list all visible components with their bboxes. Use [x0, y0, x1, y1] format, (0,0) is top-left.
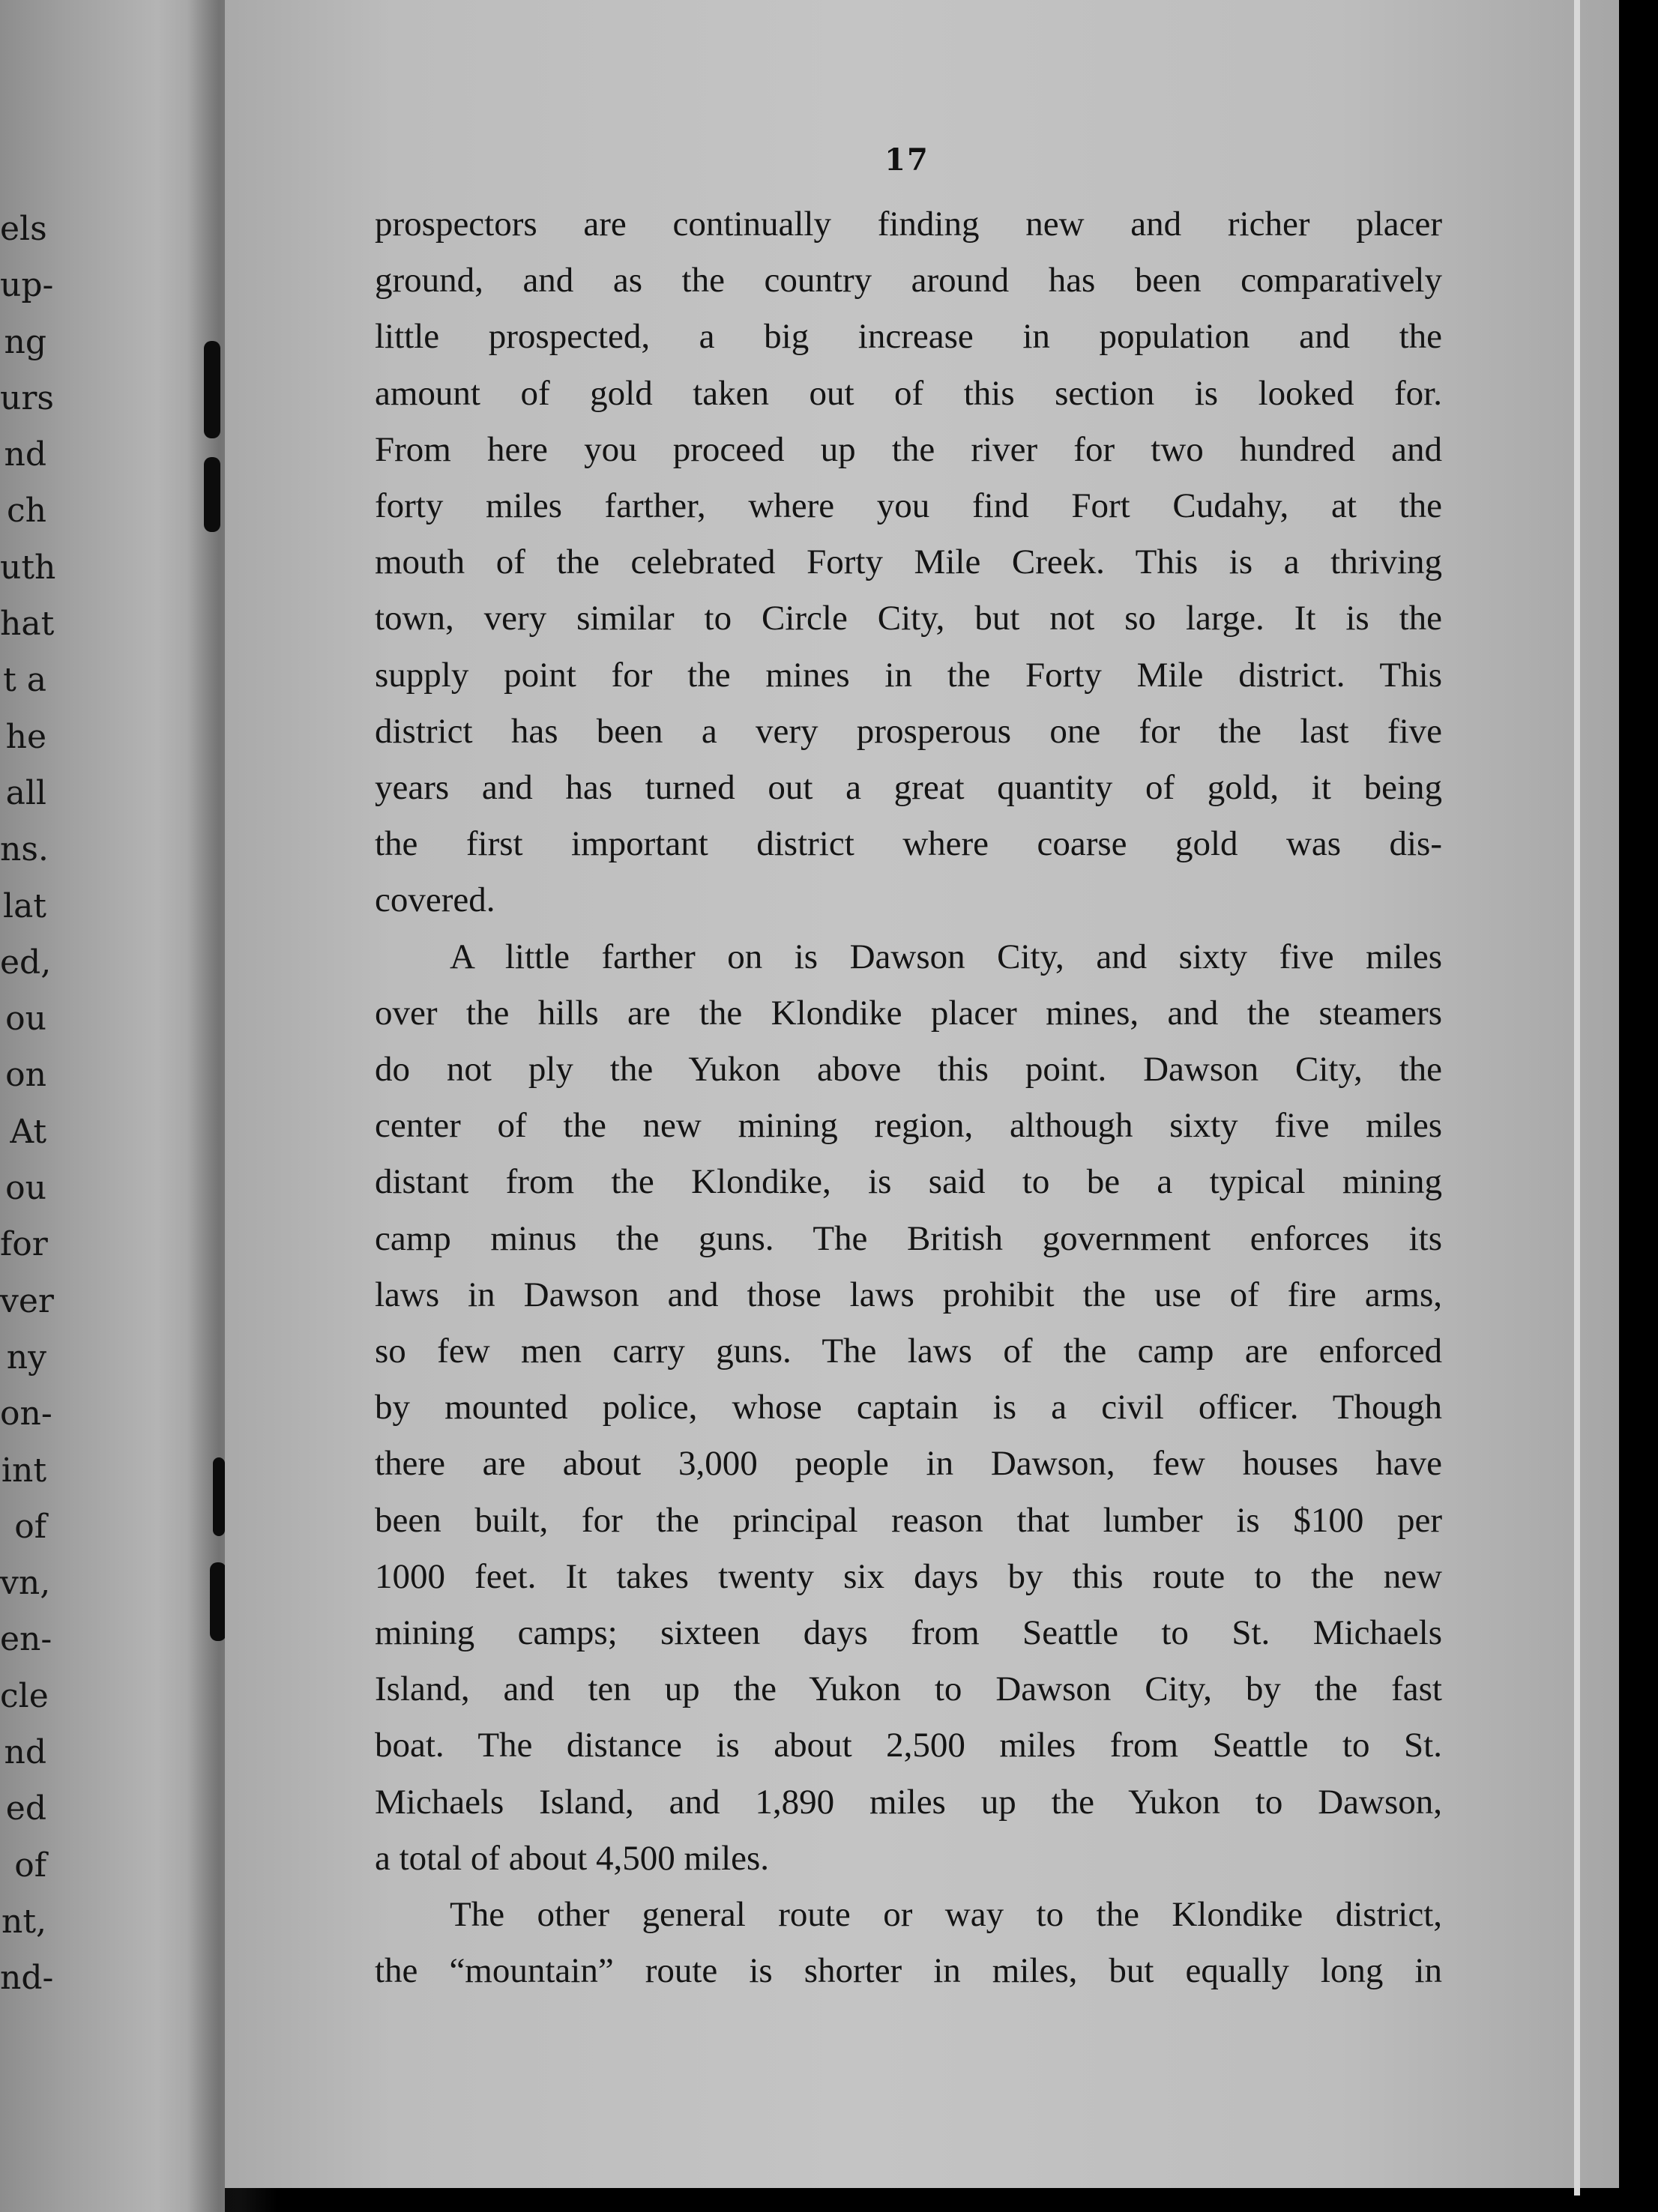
text-line: mouth of the celebrated Forty Mile Creek. This is a thriving [375, 543, 1442, 582]
binding-stitch [204, 457, 220, 532]
previous-page-fragment: cle [0, 1676, 49, 1715]
previous-page-fragment: t a [3, 661, 46, 700]
text-line: camp minus the guns. The British government enforces its [375, 1218, 1442, 1258]
previous-page-fragment: hat [0, 605, 55, 644]
previous-page-fragment: en- [0, 1620, 52, 1659]
text-line: there are about 3,000 people in Dawson, few houses have [375, 1444, 1442, 1484]
previous-page-fragment: lat [3, 886, 46, 925]
previous-page-fragment: he [5, 717, 46, 756]
binding-stitch [210, 1562, 226, 1641]
text-line: mining camps; sixteen days from Seattle to St. Michaels [375, 1613, 1442, 1653]
previous-page-fragment: all [5, 773, 46, 812]
previous-page-fragment: up- [0, 266, 54, 305]
text-line: do not ply the Yukon above this point. Dawson City, the [375, 1050, 1442, 1090]
text-line: A little farther on is Dawson City, and sixty five miles [450, 937, 1442, 976]
previous-page-fragment: At [10, 1112, 46, 1151]
previous-page-fragment: on [5, 1056, 46, 1095]
previous-page-fragment: on- [0, 1394, 52, 1433]
previous-page-text-fragments [0, 201, 56, 2007]
binding-stitch [204, 341, 220, 438]
previous-page-fragment: ch [7, 492, 46, 531]
previous-page-fragment: uth [0, 548, 56, 587]
text-line: ground, and as the country around has been comparatively [375, 261, 1442, 300]
previous-page-fragment: ed, [0, 943, 52, 982]
previous-page-fragment: nd [4, 1733, 46, 1772]
previous-page-fragment: vn, [0, 1564, 51, 1603]
page-body-text [375, 196, 1442, 2000]
text-line: Island, and ten up the Yukon to Dawson City, by the fast [375, 1669, 1442, 1709]
text-line: been built, for the principal reason that lumber is $100 per [375, 1500, 1442, 1540]
text-line: prospectors are continually finding new and richer placer [375, 205, 1442, 244]
previous-page-fragment: int [1, 1451, 46, 1490]
previous-page-fragment: of [14, 1507, 46, 1546]
text-line: From here you proceed up the river for two hundred and [375, 429, 1442, 469]
previous-page-fragment: urs [0, 378, 54, 417]
text-line: boat. The distance is about 2,500 miles from Seattle to St. [375, 1726, 1442, 1765]
paragraph-3 [375, 1887, 1442, 1999]
text-line: the “mountain” route is shorter in miles, but equally long in [375, 1951, 1442, 1991]
text-line: over the hills are the Klondike placer mines, and the steamers [375, 993, 1442, 1033]
text-line: forty miles farther, where you find Fort Cudahy, at the [375, 486, 1442, 526]
previous-page-fragment: ns. [0, 830, 49, 869]
text-line: covered. [375, 880, 495, 920]
previous-page-fragment: nd [4, 435, 46, 474]
text-line: center of the new mining region, although sixty five miles [375, 1106, 1442, 1146]
binding-stitch [213, 1457, 225, 1536]
previous-page-fragment: els [0, 210, 47, 248]
previous-page-fragment: ou [5, 1169, 46, 1208]
text-line: supply point for the mines in the Forty Mile district. This [375, 655, 1442, 695]
text-line: town, very similar to Circle City, but not so large. It is the [375, 599, 1442, 638]
previous-page-fragment: of [14, 1846, 46, 1885]
previous-page-fragment: nd- [0, 1959, 54, 1998]
text-line: a total of about 4,500 miles. [375, 1838, 770, 1878]
page-edge [1574, 0, 1580, 2196]
text-line: years and has turned out a great quantity of gold, it being [375, 768, 1442, 808]
previous-page-fragment: nt, [1, 1902, 46, 1941]
text-line: Michaels Island, and 1,890 miles up the Yukon to Dawson, [375, 1782, 1442, 1822]
previous-page-fragment: ed [5, 1789, 46, 1828]
paragraph-1 [375, 196, 1442, 929]
previous-page-fragment: ver [0, 1281, 54, 1320]
text-line: distant from the Klondike, is said to be a typical mining [375, 1162, 1442, 1202]
text-line: 1000 feet. It takes twenty six days by this route to the new [375, 1556, 1442, 1596]
previous-page-fragment: ng [4, 322, 46, 361]
text-line: the first important district where coarse gold was dis- [375, 824, 1442, 864]
previous-page-fragment: ou [5, 1000, 46, 1039]
page-number: 17 [884, 142, 929, 178]
previous-page-fragment: for [0, 1225, 48, 1264]
text-line: The other general route or way to the Klondike district, [450, 1895, 1442, 1935]
previous-page-fragment: ny [6, 1338, 46, 1377]
text-line: little prospected, a big increase in population and the [375, 317, 1442, 357]
text-line: amount of gold taken out of this section is looked for. [375, 373, 1442, 413]
text-line: so few men carry guns. The laws of the camp are enforced [375, 1332, 1442, 1371]
text-line: laws in Dawson and those laws prohibit the use of fire arms, [375, 1275, 1442, 1314]
text-line: by mounted police, whose captain is a civil officer. Though [375, 1388, 1442, 1427]
text-line: district has been a very prosperous one for the last five [375, 711, 1442, 751]
paragraph-2 [375, 929, 1442, 1887]
